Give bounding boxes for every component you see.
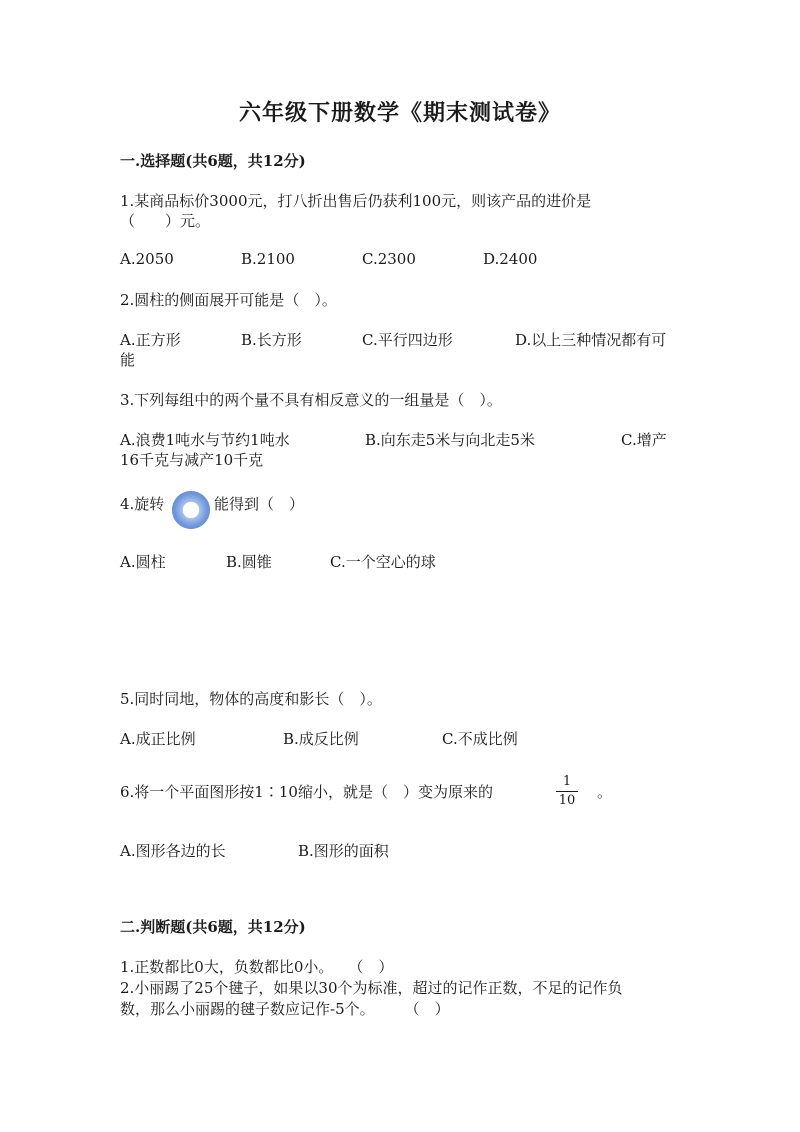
q4-option-c: C.一个空心的球 [330,553,436,571]
question-2-text: 2.圆柱的侧面展开可能是（ ）。 [120,291,337,309]
q4-option-b: B.圆锥 [226,553,272,571]
question-1-text-cont: （ ）元。 [120,212,211,230]
q1-option-a: A.2050 [120,250,174,268]
q4-option-a: A.圆柱 [120,553,166,571]
q6-option-b: B.图形的面积 [298,842,389,860]
q2-option-a: A.正方形 [120,331,181,349]
fraction-numerator: 1 [562,774,572,789]
q3-option-c-wrap: 16千克与减产10千克 [120,451,264,469]
judgement-1-text: 1.正数都比0大，负数都比0小。 （ ） [120,958,394,976]
q5-option-b: B.成反比例 [283,730,359,748]
section-heading-choice: 一.选择题(共6题，共12分) [120,152,306,170]
question-1-text: 1.某商品标价3000元，打八折出售后仍获利100元，则该产品的进价是 [120,192,592,210]
question-6-tail: 。 [597,783,613,801]
question-4-suffix: 能得到（ ） [214,495,305,513]
q2-option-c: C.平行四边形 [362,331,453,349]
question-6-text: 6.将一个平面图形按1∶10缩小，就是（ ）变为原来的 [120,783,493,801]
torus-image [172,491,210,529]
q1-option-c: C.2300 [362,250,416,268]
q2-option-d: D.以上三种情况都有可 [515,331,667,349]
fraction-one-tenth [556,774,578,809]
question-5-text: 5.同时同地，物体的高度和影长（ ）。 [120,690,382,708]
section-heading-judgement: 二.判断题(共6题，共12分) [120,918,306,936]
q2-option-d-wrap: 能 [120,351,136,369]
fraction-bar [556,791,578,792]
q3-option-a: A.浪费1吨水与节约1吨水 [120,431,290,449]
page-title: 六年级下册数学《期末测试卷》 [238,100,561,126]
q1-option-b: B.2100 [241,250,295,268]
q5-option-a: A.成正比例 [120,730,196,748]
q3-option-c: C.增产 [621,431,667,449]
q1-option-d: D.2400 [483,250,538,268]
fraction-denominator: 10 [558,793,576,808]
judgement-2-text-cont: 数，那么小丽踢的毽子数应记作-5个。 （ ） [120,1000,450,1018]
q6-option-a: A.图形各边的长 [120,842,226,860]
judgement-2-text: 2.小丽踢了25个毽子，如果以30个为标准，超过的记作正数，不足的记作负 [120,979,623,997]
question-3-text: 3.下列每组中的两个量不具有相反意义的一组量是（ ）。 [120,391,502,409]
q3-option-b: B.向东走5米与向北走5米 [365,431,535,449]
question-4-prefix: 4.旋转 [120,495,165,513]
q5-option-c: C.不成比例 [442,730,518,748]
q2-option-b: B.长方形 [241,331,302,349]
